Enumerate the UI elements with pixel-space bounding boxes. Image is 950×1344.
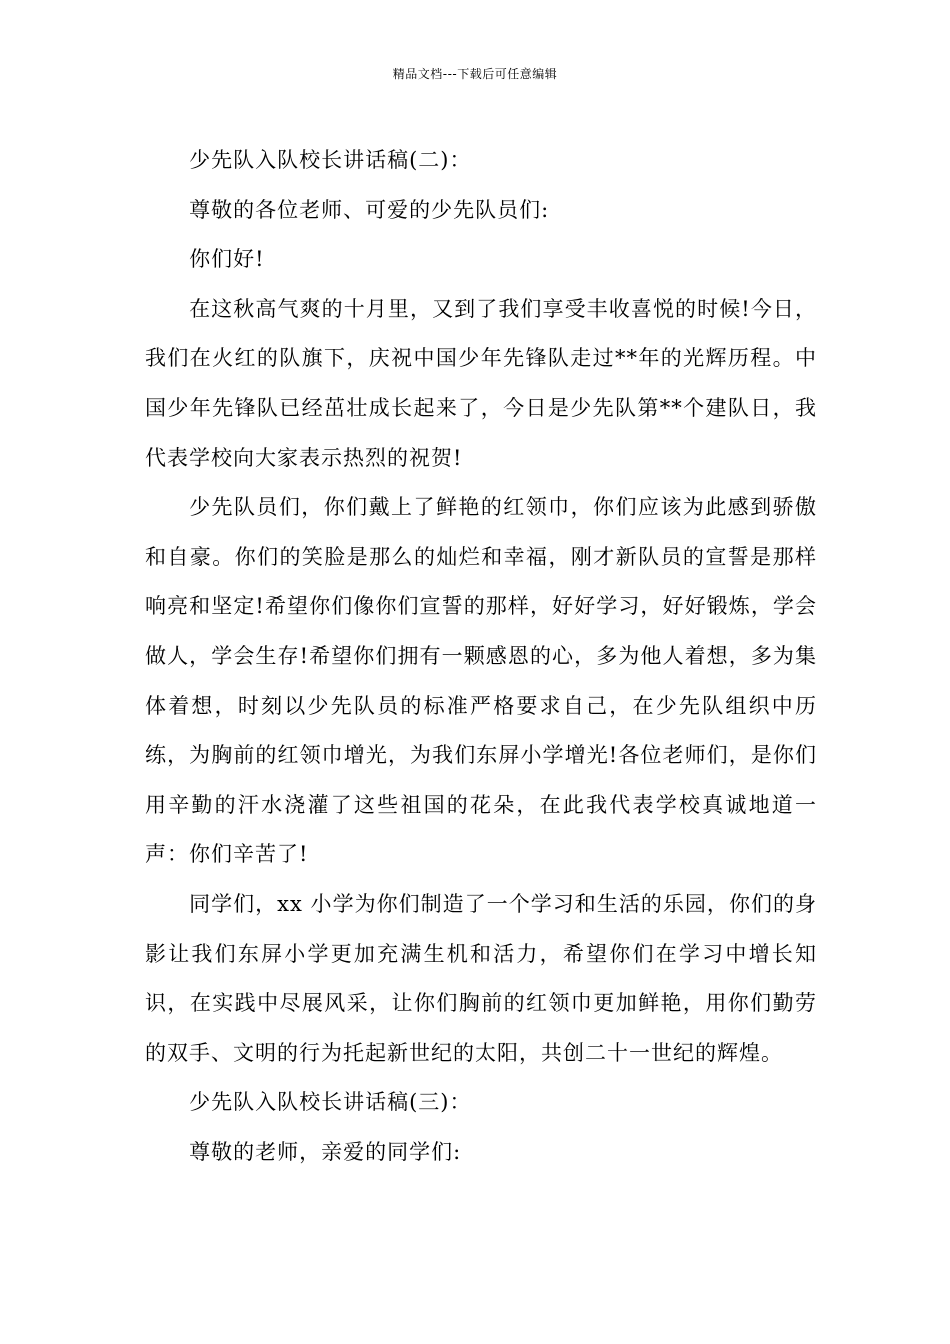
salutation: 尊敬的老师，亲爱的同学们: (189, 1139, 462, 1164)
paragraph: 在这秋高气爽的十月里，又到了我们享受丰收喜悦的时候!今日，我们在火红的队旗下，庆祝中国少年先锋队走过**年的光辉历程。中国少年先锋队已经茁壮成长起来了，今日是少先队第**个建队日，我代表学校向大家表示热烈的祝贺! (145, 296, 817, 470)
salutation: 尊敬的各位老师、可爱的少先队员们: (189, 197, 550, 222)
section-title-2: 少先队入队校长讲话稿(二)： (189, 148, 472, 172)
page-header: 精品文档---下载后可任意编辑 (392, 67, 558, 81)
document-body (145, 136, 817, 1177)
paragraph: 少先队员们，你们戴上了鲜艳的红领巾，你们应该为此感到骄傲和自豪。你们的笑脸是那么的灿烂和幸福，刚才新队员的宣誓是那样响亮和坚定!希望你们像你们宣誓的那样，好好学习，好好锻炼，学会做人，学会生存!希望你们拥有一颗感恩的心，多为他人着想，多为集体着想，时刻以少先队员的标准严格要求自己，在少先队组织中历练，为胸前的红领巾增光，为我们东屏小学增光!各位老师们，是你们用辛勤的汗水浇灌了这些祖国的花朵，在此我代表学校真诚地道一声：你们辛苦了! (145, 495, 817, 867)
section-title-3: 少先队入队校长讲话稿(三)： (189, 1090, 472, 1115)
greeting: 你们好! (189, 247, 265, 272)
paragraph: 同学们，xx 小学为你们制造了一个学习和生活的乐园，你们的身影让我们东屏小学更加充满生机和活力，希望你们在学习中增长知识，在实践中尽展风采，让你们胸前的红领巾更加鲜艳，用你们勤劳的双手、文明的行为托起新世纪的太阳，共创二十一世纪的辉煌。 (145, 891, 817, 1065)
